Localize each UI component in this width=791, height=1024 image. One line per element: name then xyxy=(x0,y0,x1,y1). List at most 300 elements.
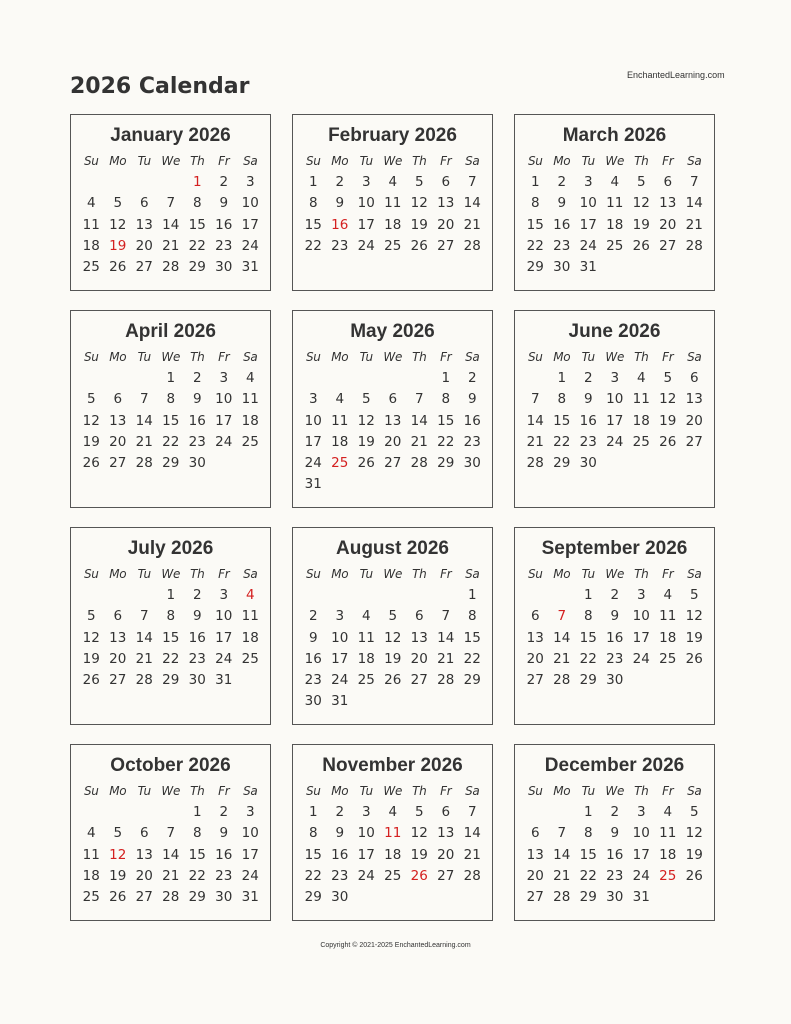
day-cell: 19 xyxy=(410,846,428,863)
month-grid xyxy=(522,151,714,278)
weekday-header: Sa xyxy=(465,154,480,168)
day-cell: 6 xyxy=(530,825,540,842)
weekday-header: Tu xyxy=(581,784,595,798)
day-cell: 14 xyxy=(553,629,571,646)
day-cell: 14 xyxy=(463,195,481,212)
holiday-day: 1 xyxy=(192,174,202,191)
day-cell: 16 xyxy=(215,846,233,863)
day-cell: 27 xyxy=(437,237,455,254)
day-cell: 1 xyxy=(467,587,477,604)
day-cell: 7 xyxy=(467,174,477,191)
day-cell: 26 xyxy=(82,671,100,688)
month-panel xyxy=(292,527,493,725)
weekday-header: Mo xyxy=(109,567,127,581)
weekday-header: Tu xyxy=(359,154,373,168)
day-cell: 22 xyxy=(437,433,455,450)
month-title: February 2026 xyxy=(328,125,457,146)
day-cell: 25 xyxy=(357,671,375,688)
day-cell: 26 xyxy=(410,237,428,254)
site-link[interactable]: EnchantedLearning.com xyxy=(627,70,725,80)
day-cell: 4 xyxy=(636,370,646,387)
day-cell: 22 xyxy=(553,433,571,450)
day-cell: 29 xyxy=(162,671,180,688)
day-cell: 3 xyxy=(636,804,646,821)
day-cell: 17 xyxy=(579,216,597,233)
day-cell: 7 xyxy=(166,825,176,842)
day-cell: 24 xyxy=(632,650,650,667)
day-cell: 29 xyxy=(188,888,206,905)
weekday-header: Th xyxy=(412,784,427,798)
day-cell: 8 xyxy=(583,825,593,842)
empty-cell xyxy=(522,802,549,823)
weekday-header: Fr xyxy=(218,154,230,168)
day-cell: 15 xyxy=(437,412,455,429)
day-cell: 8 xyxy=(308,825,318,842)
day-cell: 4 xyxy=(388,804,398,821)
day-cell: 1 xyxy=(583,804,593,821)
day-cell: 25 xyxy=(606,237,624,254)
month-grid xyxy=(78,151,270,278)
day-cell: 22 xyxy=(579,867,597,884)
day-cell: 17 xyxy=(304,433,322,450)
weekday-header: Mo xyxy=(553,567,571,581)
day-cell: 4 xyxy=(610,174,620,191)
weekday-header: Mo xyxy=(553,350,571,364)
day-cell: 6 xyxy=(388,391,398,408)
day-cell: 19 xyxy=(685,846,703,863)
day-cell: 3 xyxy=(245,174,255,191)
weekday-header: Su xyxy=(527,154,543,168)
empty-cell xyxy=(549,802,576,823)
empty-cell xyxy=(353,368,380,389)
day-cell: 19 xyxy=(659,412,677,429)
day-cell: 30 xyxy=(579,454,597,471)
weekday-header: Fr xyxy=(440,350,452,364)
day-cell: 16 xyxy=(606,629,624,646)
weekday-header: Mo xyxy=(109,350,127,364)
empty-cell xyxy=(406,585,433,606)
empty-cell xyxy=(105,172,132,193)
weekday-header: Mo xyxy=(331,784,349,798)
weekday-header: Su xyxy=(305,154,321,168)
day-cell: 15 xyxy=(526,216,544,233)
day-cell: 24 xyxy=(241,867,259,884)
day-cell: 19 xyxy=(685,629,703,646)
day-cell: 30 xyxy=(215,258,233,275)
day-cell: 28 xyxy=(135,671,153,688)
day-cell: 16 xyxy=(331,846,349,863)
month-grid xyxy=(300,347,492,495)
day-cell: 3 xyxy=(308,391,318,408)
weekday-header: Sa xyxy=(687,350,702,364)
weekday-header: Mo xyxy=(553,784,571,798)
month-panel xyxy=(70,310,271,508)
month-panel xyxy=(514,744,715,921)
day-cell: 5 xyxy=(689,587,699,604)
day-cell: 23 xyxy=(331,867,349,884)
day-cell: 10 xyxy=(579,195,597,212)
day-cell: 5 xyxy=(388,608,398,625)
day-cell: 27 xyxy=(685,433,703,450)
day-cell: 4 xyxy=(388,174,398,191)
day-cell: 16 xyxy=(188,412,206,429)
day-cell: 6 xyxy=(689,370,699,387)
day-cell: 15 xyxy=(579,846,597,863)
empty-cell xyxy=(327,585,354,606)
day-cell: 13 xyxy=(526,629,544,646)
month-grid xyxy=(300,151,492,257)
day-cell: 10 xyxy=(331,629,349,646)
day-cell: 7 xyxy=(530,391,540,408)
day-cell: 27 xyxy=(526,671,544,688)
weekday-header: Su xyxy=(83,567,99,581)
weekday-header: We xyxy=(161,567,181,581)
day-cell: 30 xyxy=(188,454,206,471)
month-grid xyxy=(522,564,714,691)
weekday-header: We xyxy=(383,784,403,798)
empty-cell xyxy=(78,368,105,389)
day-cell: 21 xyxy=(553,650,571,667)
day-cell: 7 xyxy=(414,391,424,408)
holiday-day: 12 xyxy=(109,846,127,863)
day-cell: 29 xyxy=(579,888,597,905)
day-cell: 26 xyxy=(109,258,127,275)
day-cell: 16 xyxy=(463,412,481,429)
day-cell: 13 xyxy=(685,391,703,408)
weekday-header: Th xyxy=(412,567,427,581)
day-cell: 31 xyxy=(579,258,597,275)
day-cell: 22 xyxy=(188,867,206,884)
month-title: April 2026 xyxy=(125,321,216,342)
day-cell: 7 xyxy=(441,608,451,625)
day-cell: 15 xyxy=(553,412,571,429)
weekday-header: We xyxy=(605,784,625,798)
day-cell: 9 xyxy=(335,195,345,212)
empty-cell xyxy=(380,368,407,389)
holiday-day: 7 xyxy=(557,608,567,625)
day-cell: 7 xyxy=(139,608,149,625)
day-cell: 5 xyxy=(113,195,123,212)
day-cell: 18 xyxy=(357,650,375,667)
day-cell: 21 xyxy=(685,216,703,233)
weekday-header: We xyxy=(605,350,625,364)
day-cell: 24 xyxy=(606,433,624,450)
weekday-header: Mo xyxy=(109,784,127,798)
day-cell: 13 xyxy=(109,412,127,429)
weekday-header: Sa xyxy=(465,350,480,364)
weekday-header: Sa xyxy=(243,350,258,364)
day-cell: 2 xyxy=(219,174,229,191)
weekday-header: Tu xyxy=(359,784,373,798)
empty-cell xyxy=(78,172,105,193)
day-cell: 31 xyxy=(241,888,259,905)
day-cell: 6 xyxy=(139,195,149,212)
holiday-day: 26 xyxy=(410,867,428,884)
day-cell: 9 xyxy=(610,825,620,842)
day-cell: 29 xyxy=(304,888,322,905)
empty-cell xyxy=(522,368,549,389)
weekday-header: Tu xyxy=(359,350,373,364)
day-cell: 11 xyxy=(241,608,259,625)
month-title: March 2026 xyxy=(562,125,667,146)
day-cell: 15 xyxy=(162,412,180,429)
weekday-header: We xyxy=(605,154,625,168)
weekday-header: Th xyxy=(190,567,205,581)
day-cell: 6 xyxy=(113,608,123,625)
day-cell: 31 xyxy=(241,258,259,275)
weekday-header: Tu xyxy=(137,567,151,581)
day-cell: 21 xyxy=(135,433,153,450)
day-cell: 29 xyxy=(162,454,180,471)
day-cell: 4 xyxy=(335,391,345,408)
day-cell: 23 xyxy=(304,671,322,688)
day-cell: 3 xyxy=(636,587,646,604)
day-cell: 20 xyxy=(109,433,127,450)
empty-cell xyxy=(380,585,407,606)
empty-cell xyxy=(327,368,354,389)
day-cell: 11 xyxy=(82,846,100,863)
empty-cell xyxy=(78,802,105,823)
day-cell: 6 xyxy=(441,174,451,191)
day-cell: 12 xyxy=(659,391,677,408)
day-cell: 12 xyxy=(82,629,100,646)
day-cell: 15 xyxy=(162,629,180,646)
day-cell: 30 xyxy=(606,671,624,688)
day-cell: 23 xyxy=(463,433,481,450)
day-cell: 23 xyxy=(215,867,233,884)
day-cell: 31 xyxy=(304,476,322,493)
day-cell: 3 xyxy=(219,587,229,604)
weekday-header: Fr xyxy=(662,154,674,168)
day-cell: 29 xyxy=(553,454,571,471)
day-cell: 23 xyxy=(215,237,233,254)
empty-cell xyxy=(131,802,158,823)
day-cell: 3 xyxy=(361,174,371,191)
day-cell: 9 xyxy=(557,195,567,212)
weekday-header: Th xyxy=(634,154,649,168)
day-cell: 31 xyxy=(632,888,650,905)
day-cell: 4 xyxy=(86,195,96,212)
day-cell: 1 xyxy=(441,370,451,387)
day-cell: 26 xyxy=(384,671,402,688)
day-cell: 30 xyxy=(215,888,233,905)
day-cell: 21 xyxy=(437,650,455,667)
month-title: October 2026 xyxy=(110,755,231,776)
month-title: August 2026 xyxy=(336,538,449,559)
day-cell: 12 xyxy=(410,195,428,212)
weekday-header: Su xyxy=(83,154,99,168)
day-cell: 8 xyxy=(166,391,176,408)
day-cell: 9 xyxy=(467,391,477,408)
day-cell: 12 xyxy=(109,216,127,233)
day-cell: 14 xyxy=(463,825,481,842)
day-cell: 21 xyxy=(463,846,481,863)
day-cell: 22 xyxy=(579,650,597,667)
day-cell: 1 xyxy=(166,370,176,387)
day-cell: 28 xyxy=(553,888,571,905)
day-cell: 14 xyxy=(553,846,571,863)
day-cell: 22 xyxy=(526,237,544,254)
day-cell: 29 xyxy=(579,671,597,688)
weekday-header: Sa xyxy=(687,567,702,581)
page-title: 2026 Calendar xyxy=(70,74,250,99)
weekday-header: Su xyxy=(527,567,543,581)
weekday-header: Th xyxy=(412,154,427,168)
day-cell: 15 xyxy=(188,216,206,233)
day-cell: 30 xyxy=(606,888,624,905)
day-cell: 2 xyxy=(219,804,229,821)
day-cell: 16 xyxy=(304,650,322,667)
weekday-header: Sa xyxy=(465,567,480,581)
empty-cell xyxy=(300,585,327,606)
day-cell: 11 xyxy=(632,391,650,408)
day-cell: 2 xyxy=(467,370,477,387)
day-cell: 5 xyxy=(689,804,699,821)
day-cell: 17 xyxy=(357,846,375,863)
day-cell: 8 xyxy=(583,608,593,625)
day-cell: 12 xyxy=(384,629,402,646)
holiday-day: 25 xyxy=(659,867,677,884)
day-cell: 28 xyxy=(437,671,455,688)
day-cell: 18 xyxy=(82,237,100,254)
day-cell: 24 xyxy=(241,237,259,254)
weekday-header: Tu xyxy=(137,784,151,798)
day-cell: 24 xyxy=(331,671,349,688)
day-cell: 20 xyxy=(659,216,677,233)
empty-cell xyxy=(105,802,132,823)
day-cell: 23 xyxy=(188,650,206,667)
day-cell: 13 xyxy=(109,629,127,646)
day-cell: 4 xyxy=(663,804,673,821)
weekday-header: Sa xyxy=(243,784,258,798)
day-cell: 14 xyxy=(135,629,153,646)
weekday-header: Tu xyxy=(581,350,595,364)
day-cell: 8 xyxy=(557,391,567,408)
day-cell: 31 xyxy=(331,693,349,710)
day-cell: 1 xyxy=(166,587,176,604)
day-cell: 10 xyxy=(357,195,375,212)
day-cell: 22 xyxy=(188,237,206,254)
day-cell: 18 xyxy=(659,846,677,863)
empty-cell xyxy=(549,585,576,606)
day-cell: 22 xyxy=(162,650,180,667)
day-cell: 26 xyxy=(659,433,677,450)
day-cell: 20 xyxy=(135,867,153,884)
day-cell: 20 xyxy=(437,846,455,863)
day-cell: 3 xyxy=(335,608,345,625)
day-cell: 2 xyxy=(557,174,567,191)
month-panel xyxy=(70,114,271,291)
day-cell: 28 xyxy=(526,454,544,471)
weekday-header: Th xyxy=(634,567,649,581)
day-cell: 21 xyxy=(463,216,481,233)
day-cell: 13 xyxy=(659,195,677,212)
month-panel xyxy=(514,310,715,508)
day-cell: 1 xyxy=(557,370,567,387)
day-cell: 15 xyxy=(463,629,481,646)
day-cell: 4 xyxy=(86,825,96,842)
day-cell: 23 xyxy=(331,237,349,254)
weekday-header: Sa xyxy=(465,784,480,798)
day-cell: 25 xyxy=(241,433,259,450)
day-cell: 9 xyxy=(335,825,345,842)
day-cell: 20 xyxy=(384,433,402,450)
day-cell: 16 xyxy=(579,412,597,429)
month-panel xyxy=(70,744,271,921)
month-grid xyxy=(78,347,270,474)
day-cell: 16 xyxy=(215,216,233,233)
day-cell: 21 xyxy=(553,867,571,884)
empty-cell xyxy=(131,585,158,606)
day-cell: 30 xyxy=(304,693,322,710)
day-cell: 28 xyxy=(135,454,153,471)
day-cell: 14 xyxy=(437,629,455,646)
day-cell: 18 xyxy=(241,629,259,646)
empty-cell xyxy=(353,585,380,606)
weekday-header: Tu xyxy=(581,567,595,581)
day-cell: 18 xyxy=(82,867,100,884)
day-cell: 15 xyxy=(304,846,322,863)
day-cell: 16 xyxy=(606,846,624,863)
day-cell: 23 xyxy=(188,433,206,450)
day-cell: 27 xyxy=(135,258,153,275)
day-cell: 2 xyxy=(583,370,593,387)
weekday-header: Th xyxy=(634,784,649,798)
day-cell: 1 xyxy=(308,174,318,191)
day-cell: 15 xyxy=(304,216,322,233)
day-cell: 24 xyxy=(304,454,322,471)
day-cell: 29 xyxy=(526,258,544,275)
day-cell: 11 xyxy=(241,391,259,408)
day-cell: 12 xyxy=(632,195,650,212)
day-cell: 4 xyxy=(361,608,371,625)
weekday-header: Fr xyxy=(218,784,230,798)
day-cell: 5 xyxy=(361,391,371,408)
day-cell: 30 xyxy=(553,258,571,275)
day-cell: 9 xyxy=(308,629,318,646)
day-cell: 2 xyxy=(610,587,620,604)
day-cell: 30 xyxy=(331,888,349,905)
day-cell: 29 xyxy=(188,258,206,275)
day-cell: 25 xyxy=(384,237,402,254)
day-cell: 12 xyxy=(685,608,703,625)
day-cell: 21 xyxy=(162,237,180,254)
day-cell: 20 xyxy=(109,650,127,667)
day-cell: 5 xyxy=(86,391,96,408)
day-cell: 29 xyxy=(463,671,481,688)
day-cell: 26 xyxy=(357,454,375,471)
month-panel xyxy=(70,527,271,725)
day-cell: 8 xyxy=(308,195,318,212)
empty-cell xyxy=(433,585,460,606)
month-panel xyxy=(514,527,715,725)
day-cell: 3 xyxy=(245,804,255,821)
weekday-header: Fr xyxy=(440,567,452,581)
month-title: July 2026 xyxy=(127,538,214,559)
day-cell: 8 xyxy=(192,825,202,842)
day-cell: 18 xyxy=(384,216,402,233)
day-cell: 2 xyxy=(192,370,202,387)
month-grid xyxy=(78,781,270,908)
weekday-header: Su xyxy=(83,784,99,798)
day-cell: 14 xyxy=(162,216,180,233)
day-cell: 12 xyxy=(357,412,375,429)
weekday-header: Fr xyxy=(662,567,674,581)
day-cell: 24 xyxy=(579,237,597,254)
empty-cell xyxy=(105,368,132,389)
day-cell: 10 xyxy=(215,608,233,625)
day-cell: 12 xyxy=(82,412,100,429)
